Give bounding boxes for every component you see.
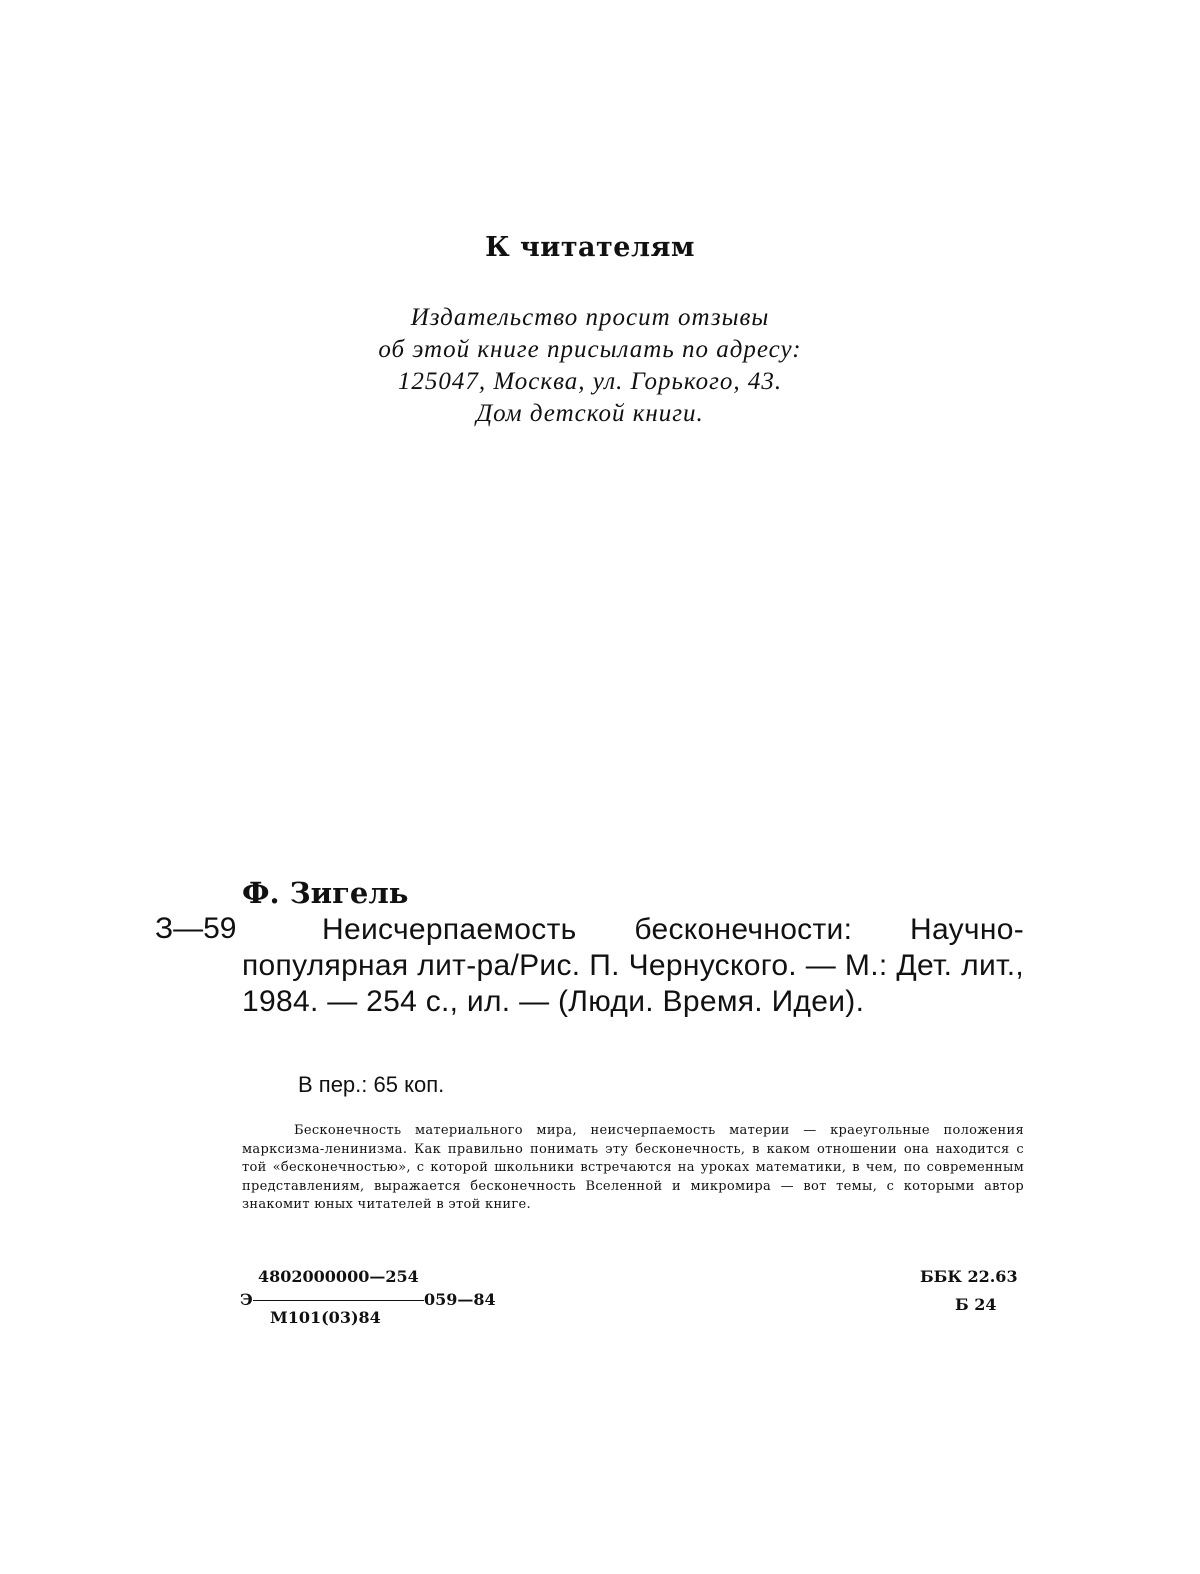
bbk-code: ББК 22.63 <box>920 1267 1018 1286</box>
index-fraction-line <box>253 1300 424 1301</box>
bibliographic-description: Неисчерпаемость бесконечности: Научно-популярная лит-ра/Рис. П. Чернуского. — М.: Дет. лит., 1984. — 254 с., ил. — (Люди. Время. Идеи). <box>242 913 1024 1018</box>
index-letter: Э <box>240 1290 253 1309</box>
price: В пер.: 65 коп. <box>298 1072 445 1097</box>
catalog-code: З—59 <box>155 912 237 945</box>
annotation: Бесконечность материального мира, неисчерпаемость материи — краеугольные положения марксизма-ленинизма. Как правильно понимать эту бесконечность, в каком отношении она находится с той «бесконечностью», с которой школьники встречаются на уроках математики, в чем, по современным представлениям, выражается бесконечность Вселенной и микромира — вот темы, с которыми автор знакомит юных читателей в этой книге. <box>242 1123 1024 1212</box>
index-numerator: 4802000000—254 <box>258 1267 419 1286</box>
to-readers-line: Дом детской книги. <box>476 400 704 427</box>
to-readers-heading: К читателям <box>485 232 695 263</box>
index-denominator: М101(03)84 <box>270 1308 381 1327</box>
to-readers-line: 125047, Москва, ул. Горького, 43. <box>397 368 783 395</box>
to-readers-address <box>0 302 1180 430</box>
index-right: 059—84 <box>424 1290 496 1309</box>
to-readers-line: об этой книге присылать по адресу: <box>378 336 802 363</box>
author-name: Ф. Зигель <box>242 876 409 910</box>
to-readers-line: Издательство просит отзывы <box>410 304 770 331</box>
author-mark: Б 24 <box>955 1295 997 1314</box>
